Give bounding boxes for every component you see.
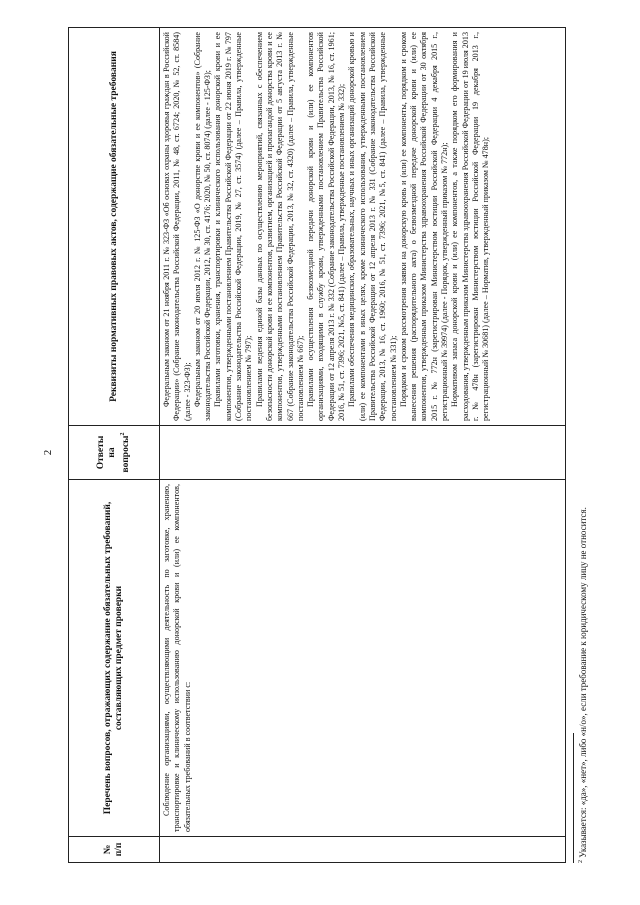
checklist-table [68, 27, 566, 863]
cell-requisites [160, 28, 566, 426]
header-number: № п/п [69, 837, 160, 863]
table-row [160, 28, 566, 863]
footnote-text: Указывается: «да», «нет», либо «н/о», если требование к юридическому лицу не относится. [578, 507, 588, 858]
question-text: Соблюдение организациями, осуществляющими деятельность по заготовке, хранению, транспортировке и клиническому использованию донорской крови и (или) ее компонентов, обязательных требований в соответствии с: [162, 484, 192, 832]
footnote-ref: 2 [119, 432, 126, 436]
cell-answer [160, 426, 566, 480]
footnote [578, 507, 588, 863]
header-answers [69, 426, 160, 480]
cell-question [160, 480, 566, 837]
requisite-order-478n: Нормативом запаса донорской крови и (или) ее компонентов, а также порядком его формирования и расходования, утвержденным приказом Министерства здравоохранения Российской Федерации от 19 июля 2013 г. № 478н (зарегистрирован Министерством юстиции Российской Федерации 19 декабря 2013 г., регистрационный № 30681) (далее – Норматив, утвержденный приказом № 478н); [450, 32, 491, 421]
requisite-rules-797: Правилами заготовки, хранения, транспортировки и клинического использования донорской крови и ее компонентов, утвержденными постановлением Правительства Российской Федерации от 22 июня 2019 г. № 797 (Собрание законодательства Российской Федерации, 2019, № 27, ст. 3574) (далее – Правила, утвержденные постановлением № 797); [213, 32, 254, 421]
header-requisites: Реквизиты нормативных правовых актов, содержащие обязательные требования [69, 28, 160, 426]
requisite-rules-332: Правилами осуществления безвозмездной передачи донорской крови и (или) ее компонентов организациями, входящими в службу крови, утвержденными постановлением Правительства Российской Федерации от 12 апреля 2013 г. № 332 (Собрание законодательства Российской Федерации, 2013, № 16, ст. 1961; 2016, № 51, ст. 7396; 2021, №5, ст. 841) (далее – Правила, утвержденные постановлением № 332); [306, 32, 347, 421]
requisite-rules-667: Правилами ведения единой базы данных по осуществлению мероприятий, связанных с обеспечением безопасности донорской крови и ее компонентов, развитием, организацией и пропагандой донорства крови и ее компонентов, утвержденными постановлением Правительства Российской Федерации от 5 августа 2013 г. № 667 (Собрание законодательства Российской Федерации, 2013, № 32, ст. 4320) (далее – Правила, утвержденные постановлением № 667); [254, 32, 305, 421]
header-question: Перечень вопросов, отражающих содержание обязательных требований, составляющих предмет проверки [69, 480, 160, 837]
footnote-mark: 2 [578, 860, 584, 863]
page-number: 2 [42, 449, 54, 456]
cell-number [160, 837, 566, 863]
requisite-rules-331: Правилами обеспечения медицинских, образовательных, научных и иных организаций донорской кровью и (или) ее компонентами в иных целях, кроме клинического использования, утвержденными постановлением Правительства Российской Федерации от 12 апреля 2013 г. № 331 (Собрание законодательства Российской Федерации, 2013, № 16, ст. 1960; 2016, № 51, ст. 7396; 2021, №5, ст. 841) (далее – Правила, утвержденные постановлением № 331); [347, 32, 398, 421]
requisite-323fz: Федеральным законом от 21 ноября 2011 г. № 323-ФЗ «Об основах охраны здоровья граждан в Российской Федерации» (Собрание законодательства Российской Федерации, 2011, № 48, ст. 6724; 2020, № 52, ст. 8584) (далее - 323-ФЗ); [162, 32, 192, 421]
requisite-125fz: Федеральным законом от 20 июля 2012 г. № 125-ФЗ «О донорстве крови и ее компонентов» (Собрание законодательства Российской Федерации, 2012, № 30, ст. 4176; 2020, № 50, ст. 8074) (далее - 125-ФЗ); [192, 32, 213, 421]
requisite-order-772n: Порядком и сроком рассмотрения заявки на донорскую кровь и (или) ее компоненты, порядком и сроком вынесения решения (распорядительного акта) о безвозмездной передаче донорской крови и (или) ее компонентов, утвержденным приказом Министерства здравоохранения Российской Федерации от 30 октября 2015 г. № 772н (зарегистрирован Министерством юстиции Российской Федерации 4 декабря 2015 г., регистрационный № 39974) (далее - Порядок, утвержденный приказом № 772н); [398, 32, 450, 421]
header-answers-label: Ответы на вопросы [95, 435, 132, 473]
table-header-row [69, 28, 160, 863]
footnote-divider [573, 733, 574, 863]
